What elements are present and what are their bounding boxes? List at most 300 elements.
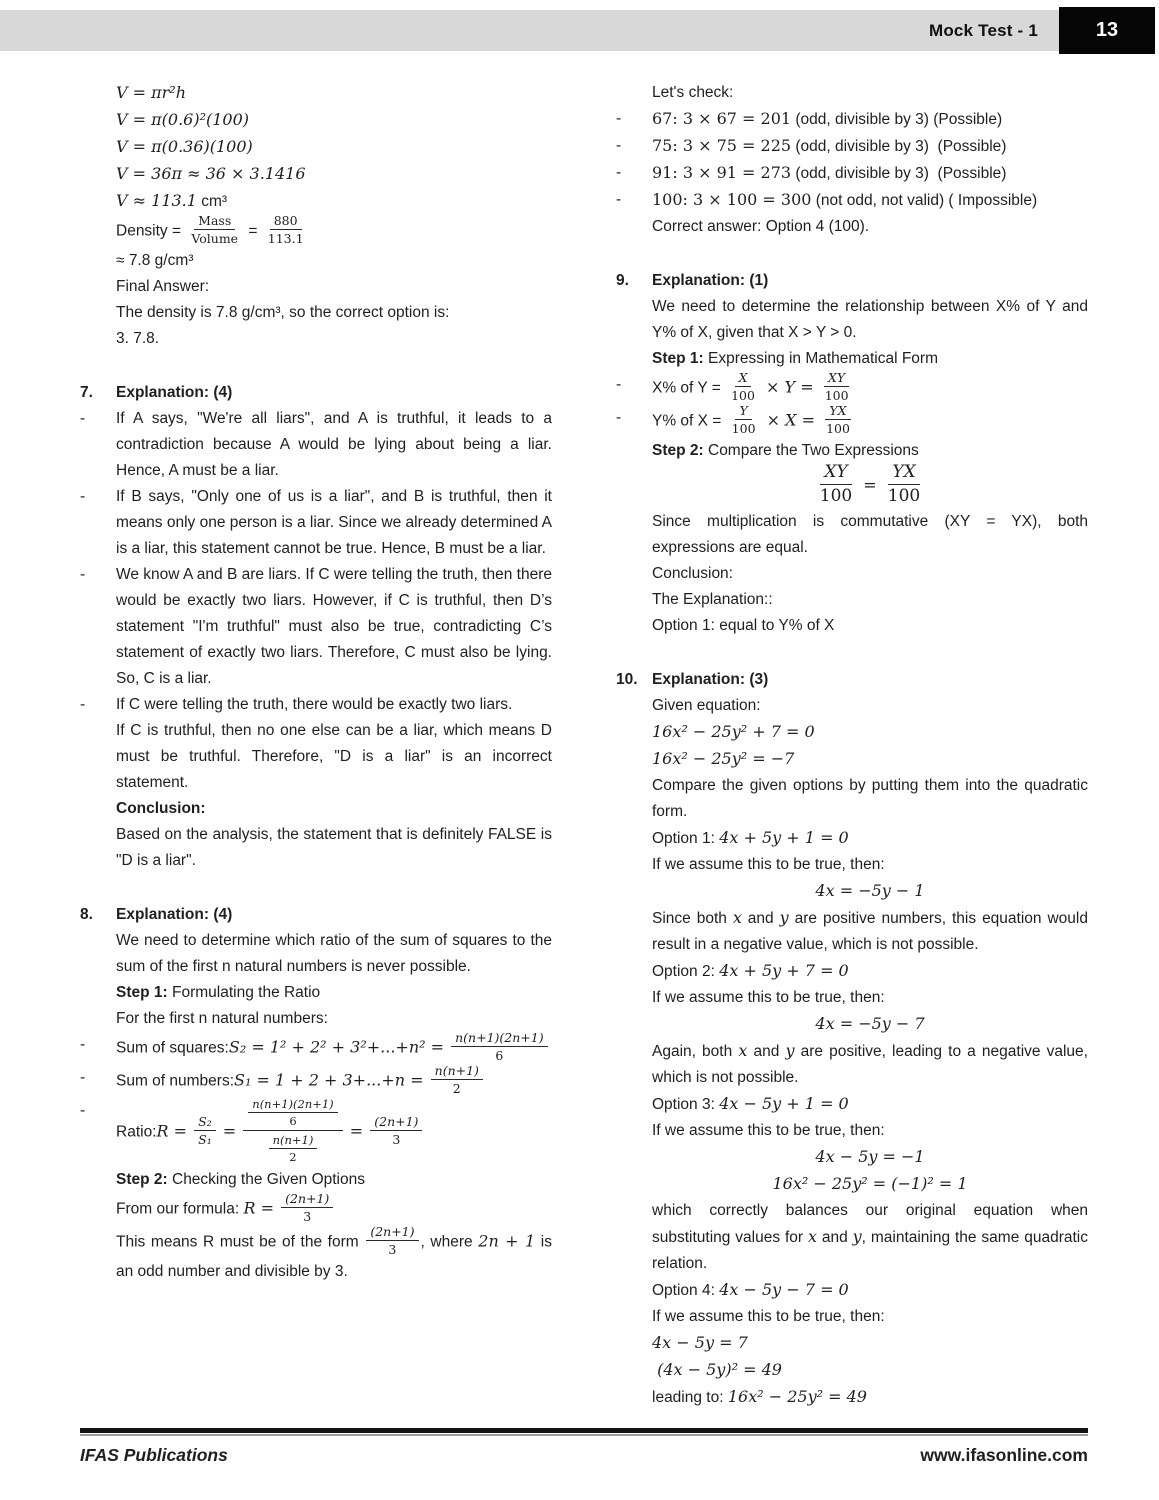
text-line [80, 406, 552, 484]
bullet-marker [616, 1171, 652, 1198]
text-line [80, 980, 552, 1006]
bullet-marker: - [80, 566, 86, 583]
text-line [616, 1118, 1088, 1144]
line-content [652, 106, 1088, 133]
text-run: Final Answer: [116, 278, 210, 295]
text-line [616, 1384, 1088, 1411]
line-content [116, 796, 552, 822]
bullet-marker [616, 294, 652, 346]
math-text: 4x − 5y + 1 = 0 [719, 1094, 849, 1113]
line-content [116, 406, 552, 484]
line-content [652, 187, 1088, 214]
bullet-marker [616, 1011, 652, 1038]
line-content [116, 484, 552, 562]
fraction-numerator [735, 403, 751, 420]
line-content [652, 719, 1088, 746]
bullet-marker [616, 1038, 652, 1091]
text-line [616, 746, 1088, 773]
math-text: 6 [495, 1048, 504, 1063]
fraction [727, 370, 759, 403]
math-text: S₂ [198, 1114, 212, 1129]
text-line [80, 161, 552, 188]
line-content [652, 1384, 1088, 1411]
fraction [187, 213, 242, 246]
header-bar [0, 10, 1060, 51]
math-text: 100 [819, 486, 853, 506]
text-line [80, 80, 552, 107]
page-header [0, 7, 1159, 54]
text-line [616, 561, 1088, 587]
line-content [652, 587, 1088, 613]
text-run: Again, both [652, 1043, 739, 1060]
text-run: Given equation: [652, 697, 761, 714]
fraction-numerator [243, 1096, 342, 1131]
line-content [116, 928, 552, 980]
bullet-marker [80, 980, 116, 1006]
fraction [884, 462, 924, 507]
math-text: n(n+1) [434, 1063, 479, 1078]
bullet-marker: - [616, 376, 622, 393]
math-text: n(n+1) [272, 1133, 314, 1147]
text-line [616, 509, 1088, 561]
content-area [80, 80, 1088, 1411]
fraction-numerator [194, 213, 235, 230]
math-text: 75: 3 × 75 = 225 [652, 136, 792, 155]
text-line [616, 719, 1088, 746]
fraction-denominator [299, 1208, 315, 1224]
bullet-marker [616, 464, 652, 509]
text-run: and [747, 1043, 786, 1060]
math-text: 100 [731, 421, 756, 436]
math-text: n(n+1)(2n+1) [252, 1097, 334, 1111]
text-line [80, 134, 552, 161]
line-content [116, 980, 552, 1006]
fraction-denominator [264, 230, 308, 246]
math-text: V = πr²h [116, 83, 187, 102]
text-line [80, 1065, 552, 1098]
text-line [616, 160, 1088, 187]
math-text: 100 [887, 486, 921, 506]
line-content [652, 958, 1088, 985]
bullet-marker [80, 928, 116, 980]
text-run: If we assume this to be true, then: [652, 989, 885, 1006]
text-line [616, 587, 1088, 613]
bullet-marker [616, 719, 652, 746]
math-text: (4x − 5y)² = 49 [652, 1360, 782, 1379]
text-line [616, 80, 1088, 106]
line-content [652, 1038, 1088, 1091]
page-footer [80, 1428, 1088, 1466]
math-text: 3 [303, 1209, 312, 1224]
fraction [269, 1133, 318, 1164]
line-content [652, 346, 1088, 372]
test-title: Mock Test - 1 [928, 20, 1038, 40]
math-text: = [217, 1121, 242, 1141]
bullet-marker [616, 561, 652, 587]
text-run: From our formula: [116, 1200, 244, 1218]
text-line [80, 326, 552, 352]
math-text: 91: 3 × 91 = 273 [652, 163, 792, 182]
line-content [116, 1167, 552, 1193]
bullet-marker: - [616, 110, 622, 127]
bullet-marker [616, 1091, 652, 1118]
equation-line [616, 1011, 1088, 1038]
bullet-marker [80, 326, 116, 352]
bullet-marker [616, 693, 652, 719]
fraction-numerator [248, 1097, 337, 1113]
fraction [816, 462, 856, 507]
line-content [652, 1277, 1088, 1304]
math-text: Y [739, 403, 748, 418]
fraction-denominator [285, 1113, 300, 1128]
text-run: We know A and B are liars. If C were telling the truth, then there would be exactly two liars. However, if C is truthful, then D’s statement "I'm truthful" must also be true, contradicting C’s statement of exactly two liars. Therefore, C must also be lying. So, C is a liar. [116, 566, 552, 687]
math-text: 3 [388, 1242, 397, 1257]
math-text: y [779, 908, 789, 927]
website-url: www.ifasonline.com [920, 1444, 1088, 1465]
text-run: leading to: [652, 1389, 728, 1406]
fraction-denominator [384, 1241, 400, 1257]
bullet-marker [80, 1226, 116, 1285]
math-text: = [858, 475, 882, 495]
math-text: 4x − 5y = 7 [652, 1333, 748, 1352]
line-content [652, 561, 1088, 587]
fraction-numerator [370, 1114, 422, 1131]
bold-text: Conclusion: [116, 800, 206, 817]
equation-line [616, 1144, 1088, 1171]
question-number: 10. [616, 671, 638, 688]
line-content [652, 1330, 1088, 1357]
math-text: 100 [731, 388, 755, 403]
text-line [80, 1032, 552, 1065]
line-content [652, 613, 1088, 639]
fraction [243, 1096, 342, 1165]
text-run: Option 1: [652, 830, 720, 847]
fraction-denominator [816, 485, 856, 507]
line-content [652, 133, 1088, 160]
math-text: 100: 3 × 100 = 300 [652, 190, 812, 209]
line-content [116, 1193, 552, 1226]
text-run: 3. 7.8. [116, 330, 160, 347]
math-text: 880 [273, 213, 298, 228]
bullet-marker [80, 718, 116, 796]
line-content [652, 773, 1088, 825]
line-content [116, 692, 552, 718]
text-line [80, 718, 552, 796]
fraction-denominator [727, 387, 759, 403]
question-number: 7. [80, 384, 93, 401]
bullet-marker: - [80, 1102, 86, 1119]
text-run: ≈ 7.8 g/cm³ [116, 252, 194, 269]
text-run: , where [420, 1233, 479, 1251]
text-line [616, 1198, 1088, 1277]
math-text: (2n+1) [370, 1224, 415, 1239]
math-text: 100 [826, 421, 850, 436]
equation-line [616, 464, 1088, 509]
fraction [264, 213, 308, 246]
text-run: Ratio: [116, 1123, 157, 1141]
bullet-marker: - [616, 137, 622, 154]
text-line [616, 294, 1088, 346]
text-run: Option 4: [652, 1282, 720, 1299]
fraction-denominator [491, 1047, 507, 1063]
math-text: 67: 3 × 67 = 201 [652, 109, 792, 128]
equation-line [616, 878, 1088, 905]
bullet-marker [616, 958, 652, 985]
line-content [116, 1226, 552, 1285]
math-text: V = 36π ≈ 36 × 3.1416 [116, 164, 306, 183]
math-text: x [732, 908, 742, 927]
math-text: 16x² − 25y² + 7 = 0 [652, 722, 815, 741]
fraction-denominator [884, 485, 924, 507]
fraction-numerator [825, 403, 850, 420]
math-text: 2 [289, 1150, 297, 1164]
fraction-denominator [388, 1131, 404, 1147]
text-run: Option 1: equal to Y% of X [652, 617, 835, 634]
text-run: = [244, 222, 262, 240]
bullet-marker [80, 822, 116, 874]
line-content [116, 215, 552, 248]
text-line [616, 372, 1088, 405]
math-text: × Y = [760, 377, 819, 397]
text-run: The Explanation:: [652, 591, 773, 608]
bullet-marker: - [616, 409, 622, 426]
line-content [652, 372, 1088, 405]
math-text: 16x² − 25y² = 49 [727, 1387, 867, 1406]
question-heading [80, 902, 552, 928]
math-text: V = π(0.6)²(100) [116, 110, 250, 129]
math-text: x [738, 1041, 748, 1060]
text-run: Since both [652, 910, 733, 927]
question-heading [616, 667, 1088, 693]
text-run: (odd, divisible by 3) (Possible) [791, 165, 1007, 182]
question-number: 8. [80, 906, 93, 923]
line-content [116, 80, 552, 107]
line-content [116, 134, 552, 161]
question-title: Explanation: (4) [116, 384, 233, 401]
text-run: Correct answer: Option 4 (100). [652, 218, 870, 235]
line-content [652, 80, 1088, 106]
math-text: n(n+1)(2n+1) [455, 1030, 544, 1045]
fraction-numerator [194, 1114, 216, 1131]
line-content [652, 1171, 1088, 1198]
math-text: XY [828, 370, 846, 385]
line-content [652, 1198, 1088, 1277]
bullet-marker [616, 214, 652, 240]
text-run: Compare the Two Expressions [703, 442, 919, 459]
math-text: R = [156, 1121, 193, 1141]
math-text: (2n+1) [374, 1114, 419, 1129]
line-content [116, 1098, 552, 1167]
bullet-marker [80, 215, 116, 248]
bullet-marker [80, 188, 116, 215]
math-text: S₂ = 1² + 2² + 3²+...+n² = [228, 1037, 450, 1057]
text-run: Sum of squares: [116, 1039, 229, 1057]
bullet-marker [80, 134, 116, 161]
math-text: 2n + 1 [478, 1231, 536, 1251]
fraction-numerator [824, 370, 849, 387]
bullet-marker [616, 1384, 652, 1411]
text-line [80, 215, 552, 248]
fraction-numerator [820, 462, 851, 485]
text-run: Since multiplication is commutative (XY = YX), both expressions are equal. [652, 513, 1088, 556]
text-line [616, 1091, 1088, 1118]
text-line [616, 1357, 1088, 1384]
line-content [652, 852, 1088, 878]
fraction-denominator [194, 1131, 216, 1147]
fraction-numerator [735, 370, 752, 387]
text-line [80, 274, 552, 300]
bullet-marker [80, 1193, 116, 1226]
bullet-marker: - [80, 488, 86, 505]
text-run: cm³ [196, 193, 228, 210]
bullet-marker [616, 985, 652, 1011]
line-content [652, 1357, 1088, 1384]
line-content [652, 825, 1088, 852]
fraction-numerator [888, 462, 919, 485]
text-line [80, 248, 552, 274]
bullet-marker [616, 1330, 652, 1357]
right-column [616, 80, 1088, 1411]
fraction [194, 1114, 216, 1147]
text-run: Volume [191, 231, 239, 246]
question-title: Explanation: (1) [652, 272, 769, 289]
bullet-marker [80, 1006, 116, 1032]
math-text: S₁ [198, 1132, 212, 1147]
line-content [652, 1304, 1088, 1330]
text-line [616, 958, 1088, 985]
bullet-marker [616, 852, 652, 878]
line-content [116, 274, 552, 300]
line-content [116, 161, 552, 188]
text-line [80, 188, 552, 215]
text-run: Conclusion: [652, 565, 733, 582]
text-run: If A says, "We're all liars", and A is truthful, it leads to a contradiction because A would be lying about being a liar. Hence, A must be a liar. [116, 410, 552, 479]
fraction [370, 1114, 422, 1147]
left-column [80, 80, 552, 1411]
text-line [80, 928, 552, 980]
text-run: , maintaining the same quadratic relation. [652, 1229, 1088, 1272]
math-text: 2 [452, 1081, 461, 1096]
math-text: 3 [392, 1132, 401, 1147]
text-run: For the first n natural numbers: [116, 1010, 328, 1027]
line-content [116, 248, 552, 274]
line-content [652, 160, 1088, 187]
line-content [116, 1065, 552, 1098]
math-text: y [785, 1041, 795, 1060]
footer-text-row [80, 1445, 1088, 1466]
line-content [116, 718, 552, 796]
text-run: X% of Y = [652, 379, 726, 397]
text-line [80, 1098, 552, 1167]
math-text: V ≈ 113.1 [116, 191, 197, 210]
bullet-marker: - [80, 410, 86, 427]
line-content [116, 326, 552, 352]
bullet-marker [616, 1277, 652, 1304]
bullet-marker [616, 1198, 652, 1277]
text-run: We need to determine the relationship between X% of Y and Y% of X, given that X > Y > 0. [652, 298, 1088, 341]
bullet-marker [616, 509, 652, 561]
math-text: 16x² − 25y² = (−1)² = 1 [772, 1174, 968, 1193]
text-run: If C were telling the truth, there would be exactly two liars. [116, 696, 513, 713]
text-run: We need to determine which ratio of the sum of squares to the sum of the first n natural numbers is never possible. [116, 932, 552, 975]
math-text: × X = [761, 410, 821, 430]
math-text: (2n+1) [285, 1191, 330, 1206]
bullet-marker [80, 248, 116, 274]
text-run: Checking the Given Options [167, 1171, 365, 1188]
math-text: 4x − 5y − 7 = 0 [719, 1280, 849, 1299]
text-line [616, 438, 1088, 464]
text-line [80, 796, 552, 822]
line-content [652, 1011, 1088, 1038]
line-content [652, 294, 1088, 346]
fraction [431, 1063, 483, 1096]
text-line [616, 187, 1088, 214]
text-line [616, 985, 1088, 1011]
bullet-marker [80, 161, 116, 188]
text-run: (odd, divisible by 3) (Possible) [791, 138, 1007, 155]
text-line [616, 1304, 1088, 1330]
line-content [116, 822, 552, 874]
text-run: and [741, 910, 780, 927]
bold-text: Step 2: [652, 442, 704, 459]
line-content [116, 1032, 552, 1065]
math-text: 113.1 [267, 231, 304, 246]
math-text: YX [892, 462, 916, 482]
math-text: XY [824, 462, 848, 482]
math-text: x [807, 1227, 817, 1246]
bold-text: Step 1: [652, 350, 704, 367]
text-run: Option 2: [652, 963, 720, 980]
fraction-numerator [281, 1191, 333, 1208]
math-text: 4x − 5y = −1 [815, 1147, 925, 1166]
math-text: 100 [824, 388, 849, 403]
page-number-box [1059, 7, 1155, 54]
math-text: 4x = −5y − 1 [815, 881, 925, 900]
fraction-numerator [270, 213, 302, 230]
math-text: 4x = −5y − 7 [815, 1014, 925, 1033]
fraction-numerator [366, 1224, 418, 1241]
text-run: which correctly balances our original equation when substituting values for [652, 1202, 1088, 1246]
bullet-marker [616, 438, 652, 464]
text-run: Mass [198, 213, 232, 228]
question-heading [80, 380, 552, 406]
bullet-marker [616, 746, 652, 773]
fraction [366, 1224, 418, 1257]
question-heading [616, 268, 1088, 294]
text-line [616, 214, 1088, 240]
text-line [616, 346, 1088, 372]
fraction-denominator [728, 420, 760, 436]
bullet-marker: - [616, 164, 622, 181]
text-run: are positive numbers, this equation would result in a negative value, which is not possible. [652, 910, 1088, 953]
bullet-marker [616, 613, 652, 639]
line-content [652, 438, 1088, 464]
math-text: YX [829, 403, 847, 418]
math-text: R = [243, 1198, 280, 1218]
text-line [616, 133, 1088, 160]
bullet-marker [80, 274, 116, 300]
text-run: If we assume this to be true, then: [652, 1122, 885, 1139]
bullet-marker [616, 80, 652, 106]
text-line [80, 484, 552, 562]
bullet-marker [616, 825, 652, 852]
fraction-denominator [285, 1149, 300, 1164]
equation-line [616, 1171, 1088, 1198]
fraction-numerator [269, 1133, 318, 1149]
text-line [616, 852, 1088, 878]
fraction-denominator [821, 387, 853, 403]
text-line [616, 693, 1088, 719]
